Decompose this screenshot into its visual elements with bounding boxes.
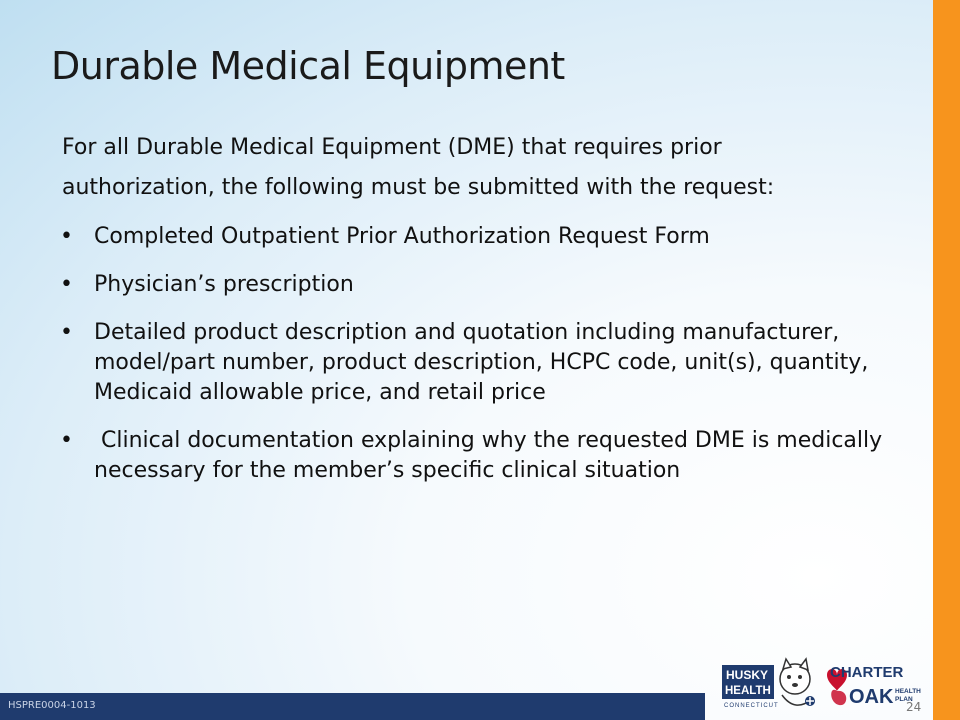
page-number: 24 — [906, 700, 922, 714]
accent-sidebar — [933, 0, 960, 720]
husky-dog-icon — [780, 659, 815, 706]
bullet-icon: • — [60, 272, 73, 297]
intro-paragraph — [62, 128, 922, 208]
bullet-icon: • — [60, 428, 73, 453]
intro-line-2: authorization, the following must be submitted with the request: — [62, 175, 775, 200]
bullet-icon: • — [60, 224, 73, 249]
svg-text:HEALTH: HEALTH — [725, 685, 771, 697]
svg-text:PLAN: PLAN — [895, 696, 913, 703]
svg-text:CHARTER: CHARTER — [830, 664, 904, 681]
requirements-list — [62, 222, 912, 504]
intro-line-1: For all Durable Medical Equipment (DME) that requires prior — [62, 135, 722, 160]
list-item-text: Clinical documentation explaining why the requested DME is medically necessary for the member’s specific clinical situation — [94, 428, 890, 483]
list-item-text: Completed Outpatient Prior Authorization Request Form — [94, 224, 710, 249]
list-item-text: Physician’s prescription — [94, 272, 354, 297]
list-item — [62, 270, 912, 300]
svg-text:HEALTH: HEALTH — [895, 688, 921, 695]
svg-text:OAK: OAK — [849, 686, 894, 708]
list-item — [62, 426, 912, 486]
bullet-icon: • — [60, 320, 73, 345]
footer-bar — [0, 693, 705, 720]
document-code: HSPRE0004-1013 — [8, 700, 96, 711]
oak-leaf-icon — [831, 690, 846, 705]
svg-text:HUSKY: HUSKY — [726, 668, 769, 682]
charter-oak-logo — [823, 655, 929, 713]
list-item-text: Detailed product description and quotation including manufacturer, model/part number, product description, HCPC code, unit(s), quantity, Medicaid allowable price, and retail price — [94, 320, 869, 405]
slide-title: Durable Medical Equipment — [51, 44, 565, 88]
svg-text:CONNECTICUT: CONNECTICUT — [724, 703, 779, 709]
list-item — [62, 222, 912, 252]
husky-health-logo — [720, 657, 820, 713]
list-item — [62, 318, 912, 408]
